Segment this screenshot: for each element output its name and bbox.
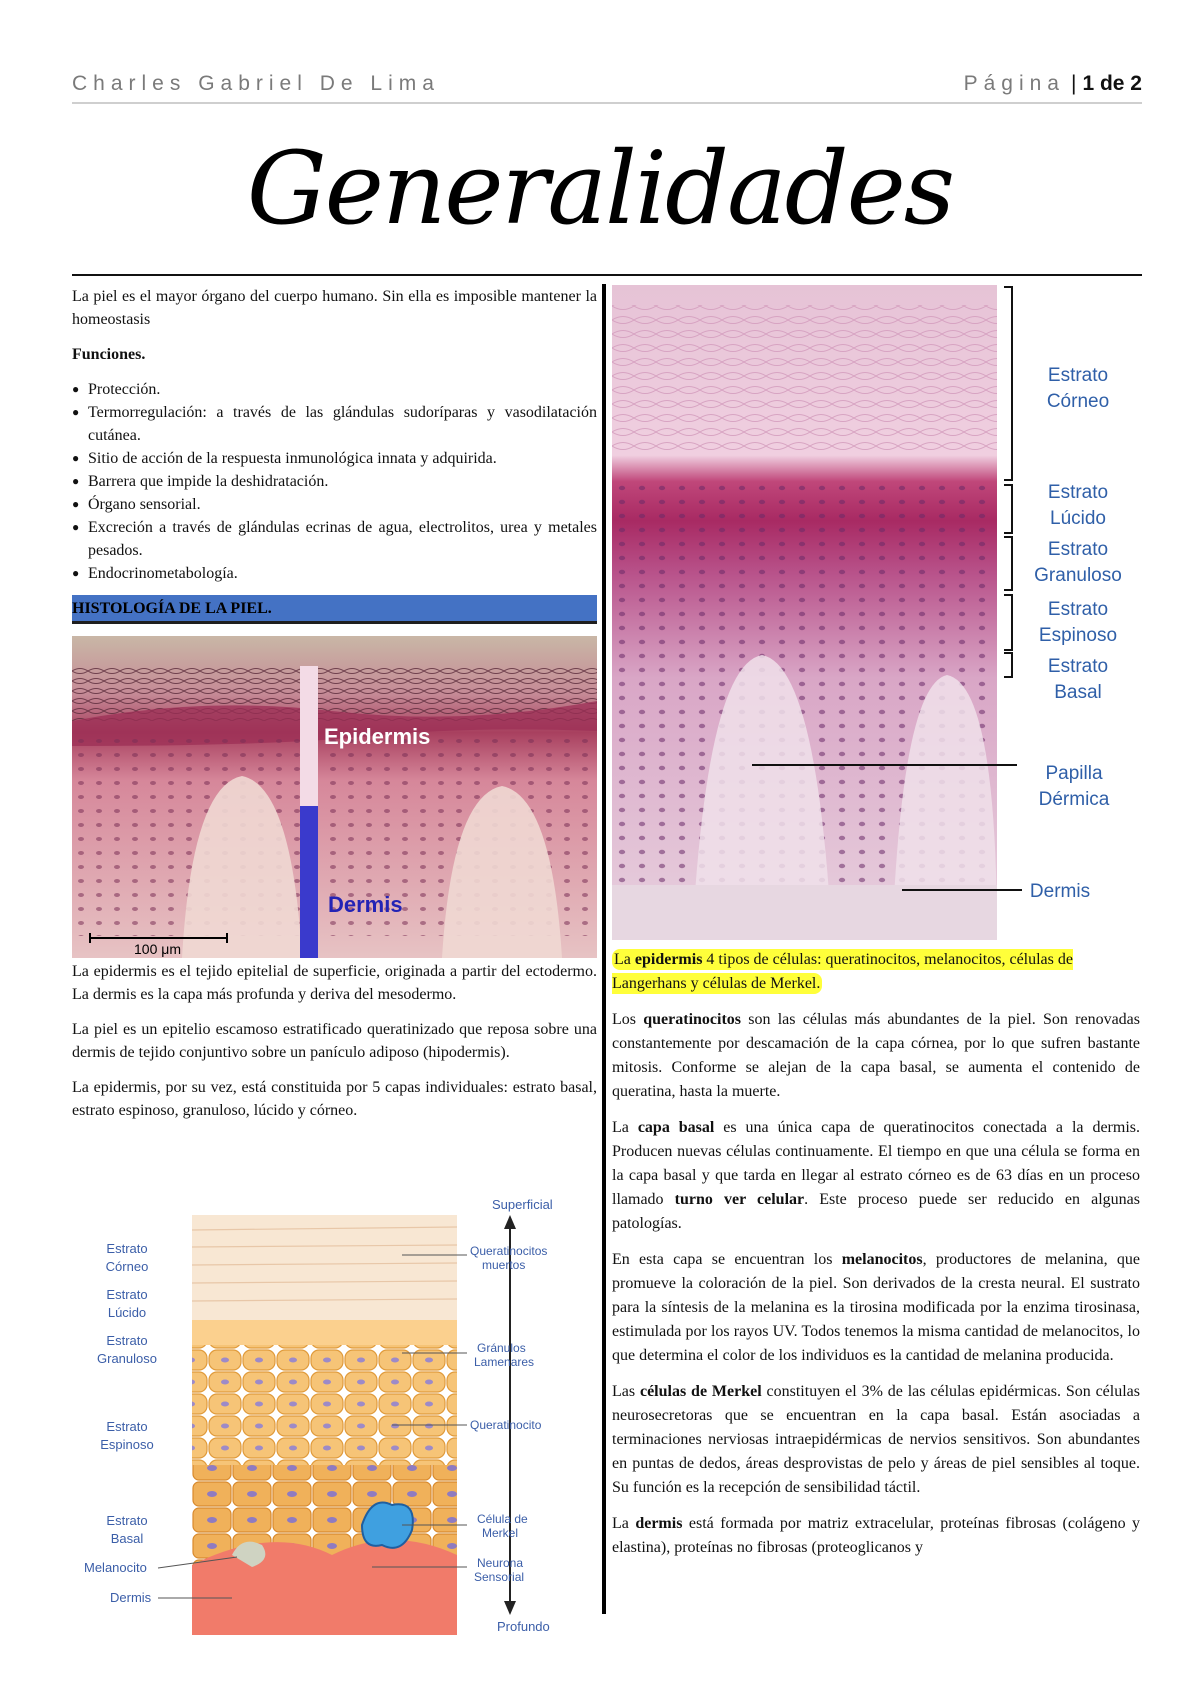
photo-label-estrato: Estrato bbox=[1047, 482, 1109, 503]
diagram-label-queratinocitos: Queratinocitos bbox=[470, 1244, 548, 1258]
text-span: La bbox=[614, 951, 635, 968]
column-divider bbox=[602, 284, 606, 1614]
paragraph-epidermis-origin: La epidermis es el tejido epitelial de superficie, originada a partir del ectodermo. La dermis es la capa más profunda y deriva del mesodermo. bbox=[72, 963, 597, 1003]
diagram-label-espinoso: Espinoso bbox=[100, 1437, 154, 1452]
diagram-label-estrato: Estrato bbox=[106, 1419, 148, 1434]
paragraph-queratinocitos: Los queratinocitos son las células más abundantes de la piel. Son renovadas constantemente por descamación de la capa córnea, por lo que sufren bastante mitosis. Conforme se alejan de la capa basal, se aumenta el contenido de queratina, hasta la muerte. bbox=[612, 1011, 1141, 1100]
term-melanocitos: melanocitos bbox=[841, 1251, 923, 1268]
diagram-label-melanocito: Melanocito bbox=[84, 1560, 147, 1575]
photo-label-lucido: Lúcido bbox=[1050, 508, 1106, 529]
title-divider bbox=[72, 274, 1142, 276]
page-header bbox=[72, 72, 1142, 104]
photo-label-corneo: Córneo bbox=[1046, 391, 1110, 412]
paragraph-melanocitos: En esta capa se encuentran los melanocitos, productores de melanina, que promueve la coloración de la piel. Son derivados de la cresta neural. El sustrato para la síntesis de la melanina es la tirosina modificada por la enzima tirosinasa, estimulada por los rayos UV. Todos tenemos la misma cantidad de melanocitos, lo que determina el color de los individuos es la cantidad de melanina producida. bbox=[612, 1251, 1140, 1364]
label-superficial: Superficial bbox=[492, 1197, 553, 1212]
label-epidermis: Epidermis bbox=[324, 724, 431, 749]
diagram-label-dermis: Dermis bbox=[110, 1590, 152, 1605]
histologia-heading: HISTOLOGÍA DE LA PIEL. bbox=[72, 595, 597, 624]
photo-label-estrato: Estrato bbox=[1047, 539, 1109, 560]
list-item: ● Órgano sensorial. bbox=[72, 493, 597, 516]
author-name: Charles Gabriel De Lima bbox=[72, 72, 440, 95]
paragraph-merkel: Las células de Merkel constituyen el 3% de las células epidérmicas. Son células neurosecretoras que se encuentran en la capa basal. Están asociadas a terminaciones nerviosas intraepidérmicas de nervios sensitivos. Son abundantes en puntas de dedos, áreas desprovistas de pelo y áreas de piel sensibles al toque. Su función es la recepción de sensibilidad táctil. bbox=[612, 1383, 1140, 1496]
right-column-text bbox=[612, 948, 1140, 1572]
term-queratinocitos: queratinocitos bbox=[643, 1011, 742, 1028]
term-turno-celular: turno ver celular bbox=[674, 1191, 805, 1208]
diagram-label-corneo: Córneo bbox=[105, 1259, 149, 1274]
photo-label-estrato: Estrato bbox=[1047, 599, 1109, 620]
paragraph-capas: La epidermis, por su vez, está constituida por 5 capas individuales: estrato basal, estrato espinoso, granuloso, lúcido y córneo. bbox=[72, 1079, 597, 1119]
photo-label-estrato: Estrato bbox=[1047, 656, 1109, 677]
page-title: Generalidades bbox=[246, 130, 954, 247]
paragraph-epitelio: La piel es un epitelio escamoso estratificado queratinizado que reposa sobre una dermis de tejido conjuntivo sobre un panículo adiposo (hipodermis). bbox=[72, 1021, 597, 1061]
photo-label-estrato: Estrato bbox=[1047, 365, 1109, 386]
photo-label-papilla: Papilla bbox=[1045, 763, 1103, 784]
diagram-label-muertos: muertos bbox=[482, 1258, 526, 1272]
page-value: 1 de 2 bbox=[1082, 72, 1142, 95]
funciones-list bbox=[72, 378, 597, 585]
paragraph-capa-basal: La capa basal es una única capa de queratinocitos conectada a la dermis. Producen nuevas células continuamente. El tiempo en que una célula se forma en la capa basal y que tarda en llegar al estrato córneo es de 63 días en un proceso llamado turno ver celular. Este proceso puede ser reducido en algunas patologías. bbox=[612, 1119, 1141, 1232]
paragraph-dermis: La dermis está formada por matriz extracelular, proteínas fibrosas (colágeno y elastina), proteínas no fibrosas (proteoglicanos y bbox=[612, 1515, 1141, 1556]
photo-label-granuloso: Granuloso bbox=[1034, 565, 1122, 586]
diagram-label-lucido: Lúcido bbox=[107, 1305, 147, 1320]
diagram-label-granulos: Gránulos bbox=[477, 1341, 526, 1355]
label-profundo: Profundo bbox=[497, 1619, 550, 1634]
epidermis-layers-diagram bbox=[72, 1195, 597, 1635]
list-item: ● Barrera que impide la deshidratación. bbox=[72, 470, 597, 493]
diagram-label-estrato: Estrato bbox=[106, 1241, 148, 1256]
diagram-label-granuloso: Granuloso bbox=[97, 1351, 157, 1366]
diagram-label-estrato: Estrato bbox=[106, 1333, 148, 1348]
label-dermis: Dermis bbox=[328, 892, 403, 917]
diagram-label-merkel: Merkel bbox=[482, 1526, 519, 1540]
list-item: ● Endocrinometabología. bbox=[72, 562, 597, 585]
diagram-label-estrato: Estrato bbox=[106, 1513, 148, 1528]
diagram-label-queratinocito: Queratinocito bbox=[470, 1418, 542, 1432]
list-item: ● Protección. bbox=[72, 378, 597, 401]
photo-label-espinoso: Espinoso bbox=[1038, 625, 1118, 646]
text-span: 4 tipos de células: queratinocitos, melanocitos, células de Langerhans y células de Merkel. bbox=[612, 951, 1073, 992]
photo-label-basal: Basal bbox=[1054, 682, 1102, 703]
photo-label-dermica: Dérmica bbox=[1038, 789, 1110, 810]
term-capa-basal: capa basal bbox=[637, 1119, 715, 1136]
histology-photo-layers bbox=[612, 285, 1142, 940]
diagram-label-estrato: Estrato bbox=[106, 1287, 148, 1302]
diagram-label-lamenares: Lamenares bbox=[474, 1355, 535, 1369]
intro-paragraph: La piel es el mayor órgano del cuerpo humano. Sin ella es imposible mantener la homeostasis bbox=[72, 288, 597, 328]
list-item: ● Excreción a través de glándulas ecrinas de agua, electrolitos, urea y metales pesados. bbox=[72, 516, 597, 562]
page-label: Página bbox=[963, 72, 1065, 95]
term-merkel: células de Merkel bbox=[639, 1383, 762, 1400]
left-column bbox=[72, 285, 597, 1134]
term-epidermis: epidermis bbox=[634, 951, 703, 968]
list-item: ● Termorregulación: a través de las glándulas sudoríparas y vasodilatación cutánea. bbox=[72, 401, 597, 447]
term-dermis: dermis bbox=[635, 1515, 683, 1532]
epidermis-cell-types bbox=[612, 948, 1140, 996]
page-number: Página | 1 de 2 bbox=[963, 72, 1142, 95]
diagram-label-celula-de: Célula de bbox=[477, 1512, 528, 1526]
diagram-label-sensorial: Sensorial bbox=[474, 1570, 525, 1584]
scale-bar-label: 100 μm bbox=[134, 941, 181, 957]
diagram-label-basal: Basal bbox=[110, 1531, 144, 1546]
photo-label-dermis: Dermis bbox=[1029, 881, 1091, 902]
diagram-label-neurona: Neurona bbox=[477, 1556, 524, 1570]
list-item: ● Sitio de acción de la respuesta inmunológica innata y adquirida. bbox=[72, 447, 597, 470]
histology-photo-epidermis-dermis bbox=[72, 636, 597, 958]
funciones-heading: Funciones. bbox=[72, 346, 146, 363]
